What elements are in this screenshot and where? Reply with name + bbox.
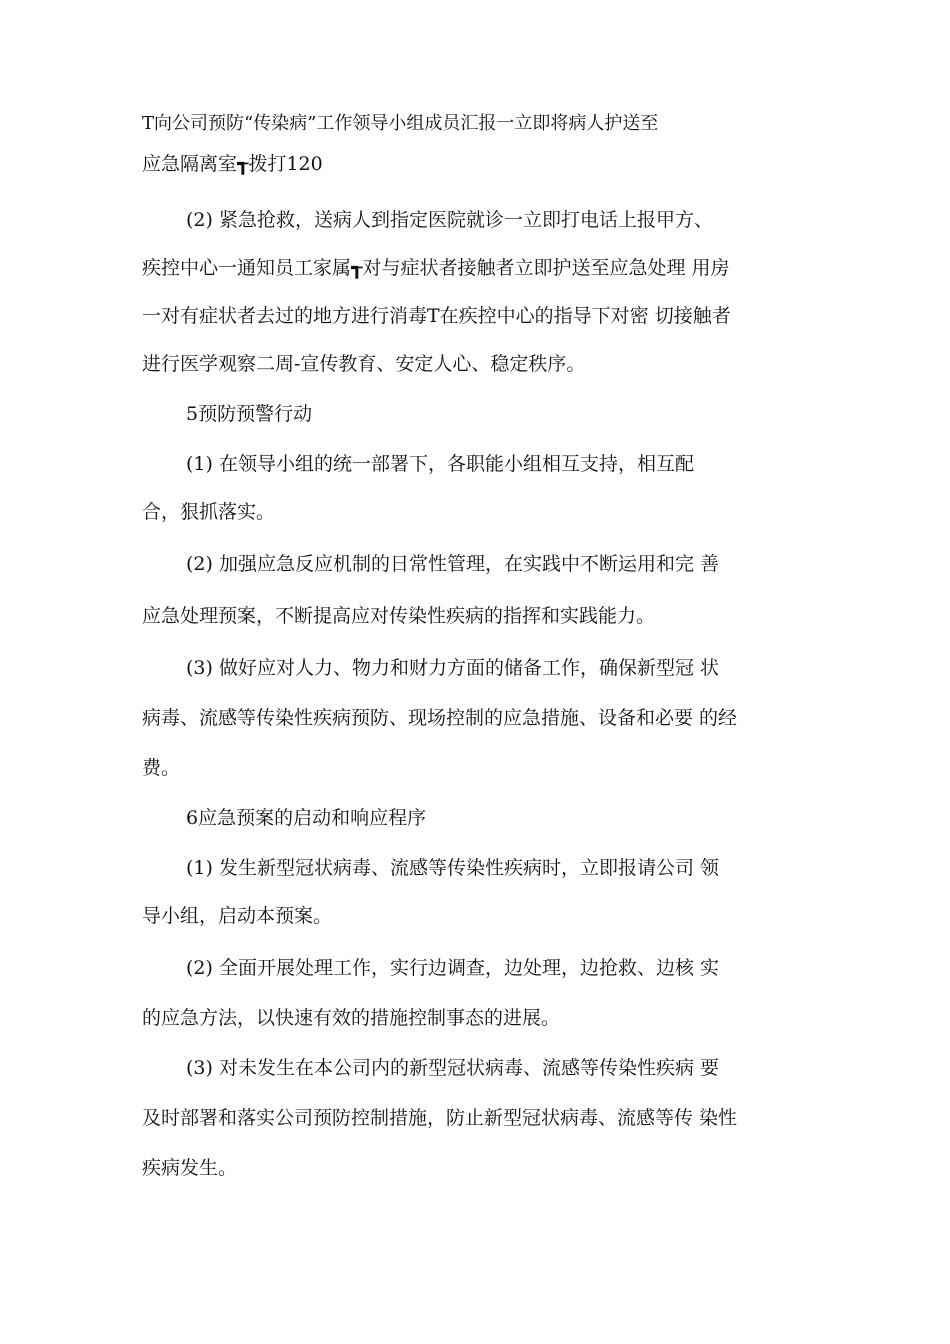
text-line: (1) 在领导小组的统一部署下，各职能小组相互支持，相互配 [186, 453, 694, 475]
text-line: (3) 对未发生在本公司内的新型冠状病毒、流感等传染性疾病 要 [186, 1057, 719, 1079]
text-line: (2) 紧急抢救，送病人到指定医院就诊一立即打电话上报甲方、 [186, 209, 713, 231]
text-line: (2) 加强应急反应机制的日常性管理，在实践中不断运用和完 善 [186, 553, 719, 575]
text-line: 及时部署和落实公司预防控制措施，防止新型冠状病毒、流感等传 染性 [142, 1107, 738, 1129]
text-line: 的应急方法，以快速有效的措施控制事态的进展。 [142, 1007, 561, 1029]
text-line: (2) 全面开展处理工作，实行边调查，边处理，边抢救、边核 实 [186, 957, 719, 979]
section-heading: 5预防预警行动 [186, 403, 313, 425]
section-heading: 6应急预案的启动和响应程序 [186, 807, 427, 829]
text-line: 进行医学观察二周-宣传教育、安定人心、稳定秩序。 [142, 353, 586, 375]
text-line: 应急隔离室┱拨打120 [142, 153, 323, 175]
text-line: 应急处理预案，不断提高应对传染性疾病的指挥和实践能力。 [142, 605, 656, 627]
text-line: 费。 [142, 757, 181, 779]
text-line: 疾病发生。 [142, 1157, 238, 1179]
text-line: (3) 做好应对人力、物力和财力方面的储备工作，确保新型冠 状 [186, 657, 719, 679]
text-line: 导小组，启动本预案。 [142, 905, 333, 927]
text-line: 病毒、流感等传染性疾病预防、现场控制的应急措施、设备和必要 的经 [142, 707, 738, 729]
text-line: 一对有症状者去过的地方进行消毒T在疾控中心的指导下对密 切接触者 [142, 305, 731, 327]
text-line: 合，狠抓落实。 [142, 501, 276, 523]
text-line: 疾控中心一通知员工家属┱对与症状者接触者立即护送至应急处理 用房 [142, 257, 730, 279]
text-line: (1) 发生新型冠状病毒、流感等传染性疾病时，立即报请公司 领 [186, 857, 719, 879]
text-line: T向公司预防“传染病”工作领导小组成员汇报一立即将病人护送至 [142, 113, 659, 134]
